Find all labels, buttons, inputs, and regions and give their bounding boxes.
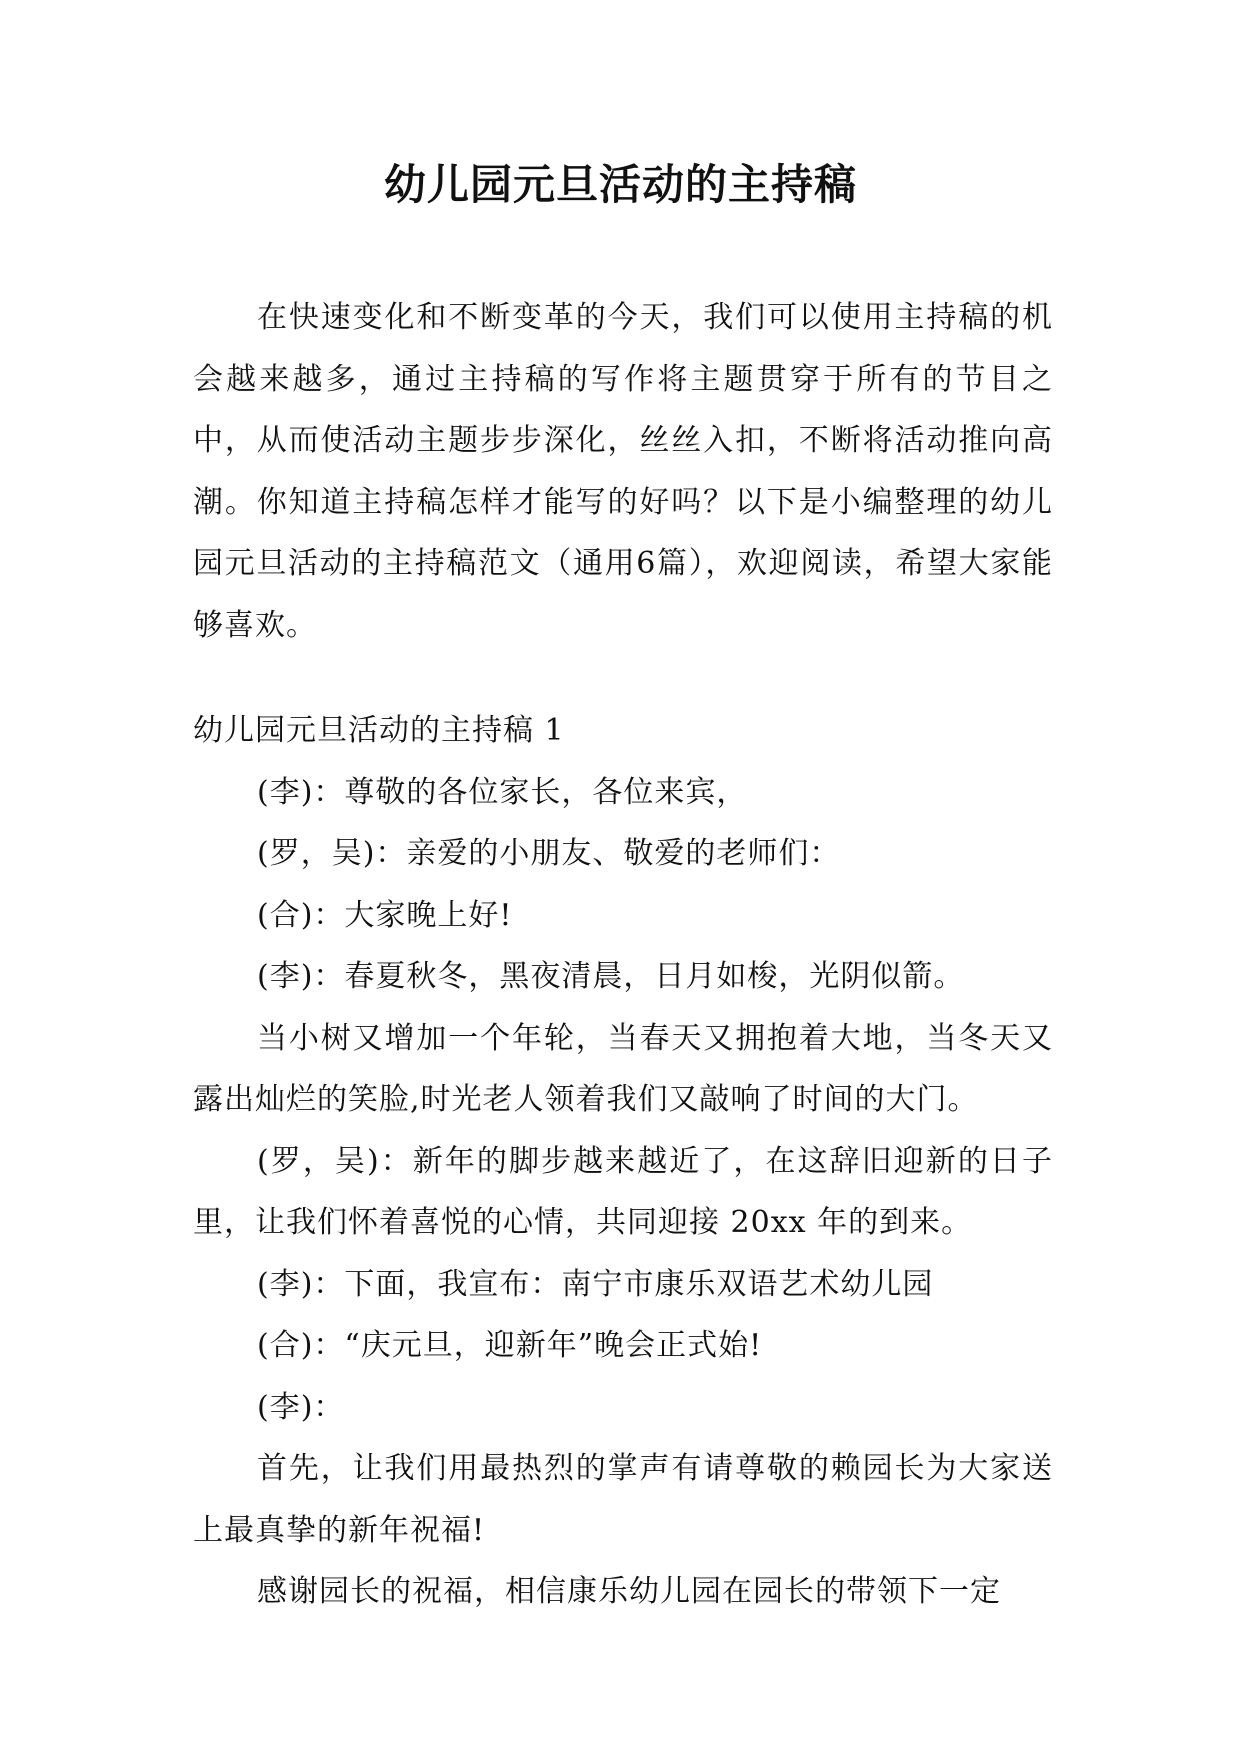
script-line: (罗，吴)：新年的脚步越来越近了，在这辞旧迎新的日子里，让我们怀着喜悦的心情，共同迎接 20xx 年的到来。 — [193, 1143, 1053, 1240]
intro-block — [193, 287, 1053, 656]
script-line: (合)：大家晚上好! — [257, 897, 513, 933]
document-title: 幼儿园元旦活动的主持稿 — [383, 160, 857, 209]
script-line: (李)：尊敬的各位家长，各位来宾， — [257, 774, 748, 810]
script-line: 首先，让我们用最热烈的掌声有请尊敬的赖园长为大家送上最真挚的新年祝福! — [193, 1451, 1053, 1548]
script-line: (罗，吴)：亲爱的小朋友、敬爱的老师们： — [257, 836, 841, 871]
script-line: 感谢园长的祝福，相信康乐幼儿园在园长的带领下一定 — [257, 1574, 1001, 1609]
script-line: (李)：春夏秋冬，黑夜清晨，日月如梭，光阴似箭。 — [257, 959, 965, 994]
section-heading: 幼儿园元旦活动的主持稿 1 — [193, 713, 565, 748]
script-line: (李)：下面，我宣布：南宁市康乐双语艺术幼儿园 — [257, 1266, 934, 1302]
script-line: 当小树又增加一个年轮，当春天又拥抱着大地，当冬天又露出灿烂的笑脸,时光老人领着我们又敲响了时间的大门。 — [193, 1020, 1053, 1117]
section-1 — [193, 700, 1053, 1623]
script-line: (李)： — [257, 1389, 345, 1425]
script-line: (合)：“庆元旦，迎新年”晚会正式始! — [257, 1328, 763, 1363]
intro-paragraph: 在快速变化和不断变革的今天，我们可以使用主持稿的机会越来越多，通过主持稿的写作将主题贯穿于所有的节目之中，从而使活动主题步步深化，丝丝入扣，不断将活动推向高潮。你知道主持稿怎样才能写的好吗？以下是小编整理的幼儿园元旦活动的主持稿范文（通用6篇），欢迎阅读，希望大家能够喜欢。 — [193, 300, 1053, 643]
